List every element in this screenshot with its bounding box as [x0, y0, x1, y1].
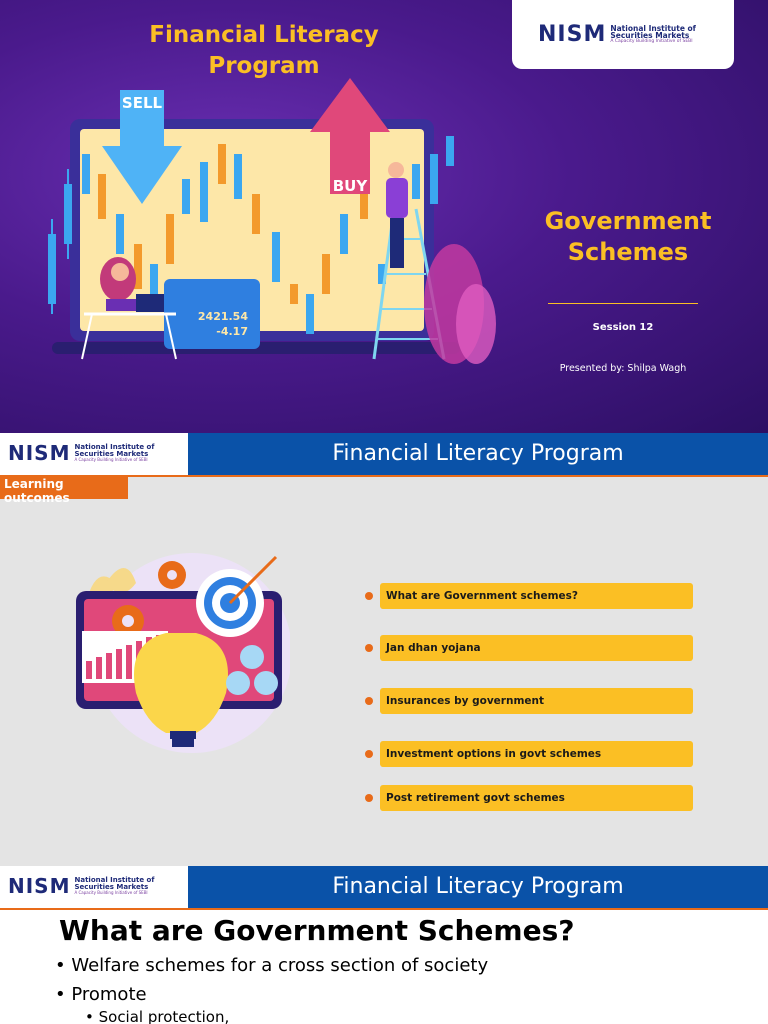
nism-logo-line1: National Institute of	[610, 23, 696, 33]
gear-icon	[158, 561, 186, 589]
nism-logo-line1: National Institute of	[74, 876, 155, 884]
nism-logo-mark: NISM	[8, 441, 71, 465]
header-logo-box	[0, 866, 188, 908]
nism-logo-mark: NISM	[538, 22, 607, 47]
header-title: Financial Literacy Program	[332, 441, 624, 466]
nism-logo-card	[512, 0, 734, 69]
slide-heading: What are Government Schemes?	[59, 914, 575, 947]
nism-logo	[538, 22, 696, 47]
bullet-item: • Promote	[55, 984, 147, 1005]
nism-logo-line2: Securities Markets	[74, 450, 149, 458]
outcome-text: Investment options in govt schemes	[380, 741, 693, 767]
bullet-dot	[365, 750, 373, 758]
nism-logo-line2: Securities Markets	[74, 883, 149, 891]
learning-outcomes-list	[360, 433, 700, 866]
nism-logo-mark: NISM	[8, 874, 71, 898]
nism-logo-line2: Securities Markets	[610, 31, 690, 41]
buy-label: BUY	[332, 177, 368, 195]
nism-logo-tagline: A Capacity Building Initiative of SEBI	[74, 890, 148, 895]
learning-outcomes-tab	[0, 477, 128, 505]
learning-illustration	[66, 543, 290, 763]
nism-logo-line1: National Institute of	[74, 443, 155, 451]
sell-label: SELL	[121, 94, 163, 112]
government-schemes-slide	[0, 866, 768, 1024]
nism-logo	[8, 874, 154, 898]
list-item	[360, 688, 700, 714]
nism-logo-text	[75, 444, 155, 462]
header-logo-box	[0, 433, 188, 475]
list-item	[360, 741, 700, 767]
header-rule	[0, 908, 768, 910]
nism-logo	[8, 441, 154, 465]
list-item	[360, 635, 700, 661]
nism-logo-tagline: A Capacity Building Initiative of SEBI	[74, 457, 148, 462]
outcome-text: What are Government schemes?	[380, 583, 693, 609]
bullet-dot	[365, 644, 373, 652]
price-change: -4.17	[216, 325, 248, 338]
bullet-dot	[365, 697, 373, 705]
list-item	[360, 785, 700, 811]
outcome-text: Insurances by government	[380, 688, 693, 714]
nism-logo-text	[75, 877, 155, 895]
learning-outcomes-label: Learning outcomes	[4, 477, 70, 505]
title-divider	[548, 303, 698, 304]
nism-logo-text	[610, 25, 696, 45]
bullet-item: • Welfare schemes for a cross section of society	[55, 955, 489, 976]
sub-bullet-item: • Social protection,	[85, 1008, 230, 1024]
header-title: Financial Literacy Program	[332, 874, 624, 899]
bullet-dot	[365, 592, 373, 600]
learning-outcomes-slide	[0, 433, 768, 866]
title-slide	[0, 0, 768, 433]
plant-icon	[424, 244, 496, 364]
presenter-label: Presented by: Shilpa Wagh	[559, 363, 687, 374]
list-item	[360, 583, 700, 609]
nism-logo-tagline: A Capacity Building Initiative of SEBI	[610, 38, 693, 44]
price-value: 2421.54	[197, 310, 248, 323]
stock-trading-illustration	[36, 74, 496, 366]
slide-header	[0, 866, 768, 908]
topic-title: Government Schemes	[544, 207, 712, 266]
session-label: Session 12	[592, 322, 654, 333]
outcome-text: Jan dhan yojana	[380, 635, 693, 661]
slide-title: Financial Literacy Program	[149, 22, 379, 79]
outcome-text: Post retirement govt schemes	[380, 785, 693, 811]
bullet-dot	[365, 794, 373, 802]
